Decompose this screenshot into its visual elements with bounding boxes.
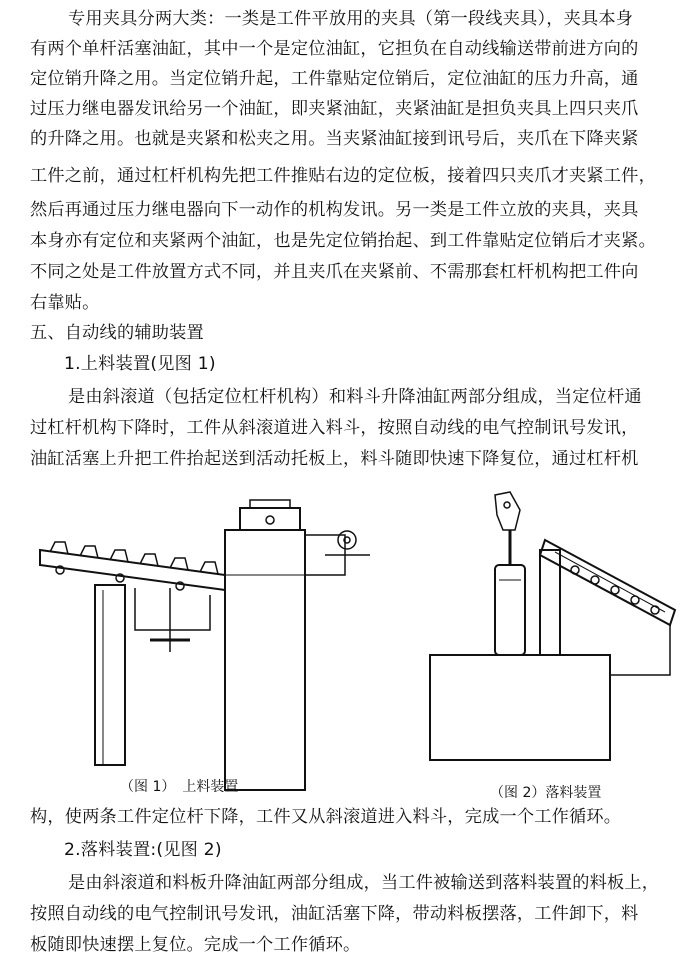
paragraph-line: 油缸活塞上升把工件抬起送到活动托板上，料斗随即快速下降复位，通过杠杆机: [30, 449, 639, 469]
paragraph-line: 是由斜滚道（包括定位杠杆机构）和料斗升降油缸两部分组成，当定位杆通: [68, 387, 642, 407]
paragraph-line: 的升降之用。也就是夹紧和松夹之用。当夹紧油缸接到讯号后，夹爪在下降夹紧: [30, 129, 639, 149]
support-column: [95, 585, 125, 765]
paragraph-line: 过压力继电器发讯给另一个油缸，即夹紧油缸，夹紧油缸是担负夹具上四只夹爪: [30, 99, 639, 119]
inclined-rollway: [40, 550, 225, 590]
paragraph-line: 工件之前，通过杠杆机构先把工件推贴右边的定位板，接着四只夹爪才夹紧工件，: [30, 166, 656, 186]
machine-figures: [25, 480, 685, 800]
paragraph-line: 板随即快速摆上复位。完成一个工作循环。: [30, 935, 361, 955]
figure1-caption: （图 1） 上料装置: [120, 779, 239, 795]
paragraph-line: 专用夹具分两大类：一类是工件平放用的夹具（第一段线夹具），夹具本身: [68, 9, 634, 29]
paragraph-line: 然后再通过压力继电器向下一动作的机构发讯。另一类是工件立放的夹具，夹具: [30, 200, 639, 220]
paragraph-line: 右靠贴。: [30, 293, 100, 313]
paragraph-line: 按照自动线的电气控制讯号发讯，油缸活塞下降，带动料板摆落，工件卸下，料: [30, 904, 639, 924]
base-block: [430, 655, 610, 760]
item2-heading: 2.落料装置:(见图 2): [64, 840, 222, 860]
cylinder: [495, 565, 525, 655]
paragraph-line: 过杠杆机构下降时，工件从斜滚道进入料斗，按照自动线的电气控制讯号发讯，: [30, 418, 639, 438]
paragraph-line: 有两个单杆活塞油缸，其中一个是定位油缸，它担负在自动线输送带前进方向的: [30, 39, 639, 59]
paragraph-line: 定位销升降之用。当定位销升起，工件靠贴定位销后，定位油缸的压力升高，通: [30, 69, 639, 89]
item1-heading: 1.上料装置(见图 1): [64, 354, 216, 374]
figure2-caption: （图 2）落料装置: [490, 785, 602, 801]
hopper-body: [225, 530, 305, 790]
paragraph-line: 构，使两条工件定位杆下降，工件又从斜滚道进入料斗，完成一个工作循环。: [30, 807, 622, 827]
section-heading: 五、自动线的辅助装置: [30, 323, 204, 343]
paragraph-line: 本身亦有定位和夹紧两个油缸，也是先定位销抬起、到工件靠贴定位销后才夹紧。: [30, 231, 656, 251]
figure-drawing: [25, 480, 685, 800]
paragraph-line: 不同之处是工件放置方式不同，并且夹爪在夹紧前、不需那套杠杆机构把工件向: [30, 262, 639, 282]
paragraph-line: 是由斜滚道和料板升降油缸两部分组成，当工件被输送到落料装置的料板上，: [68, 873, 660, 893]
